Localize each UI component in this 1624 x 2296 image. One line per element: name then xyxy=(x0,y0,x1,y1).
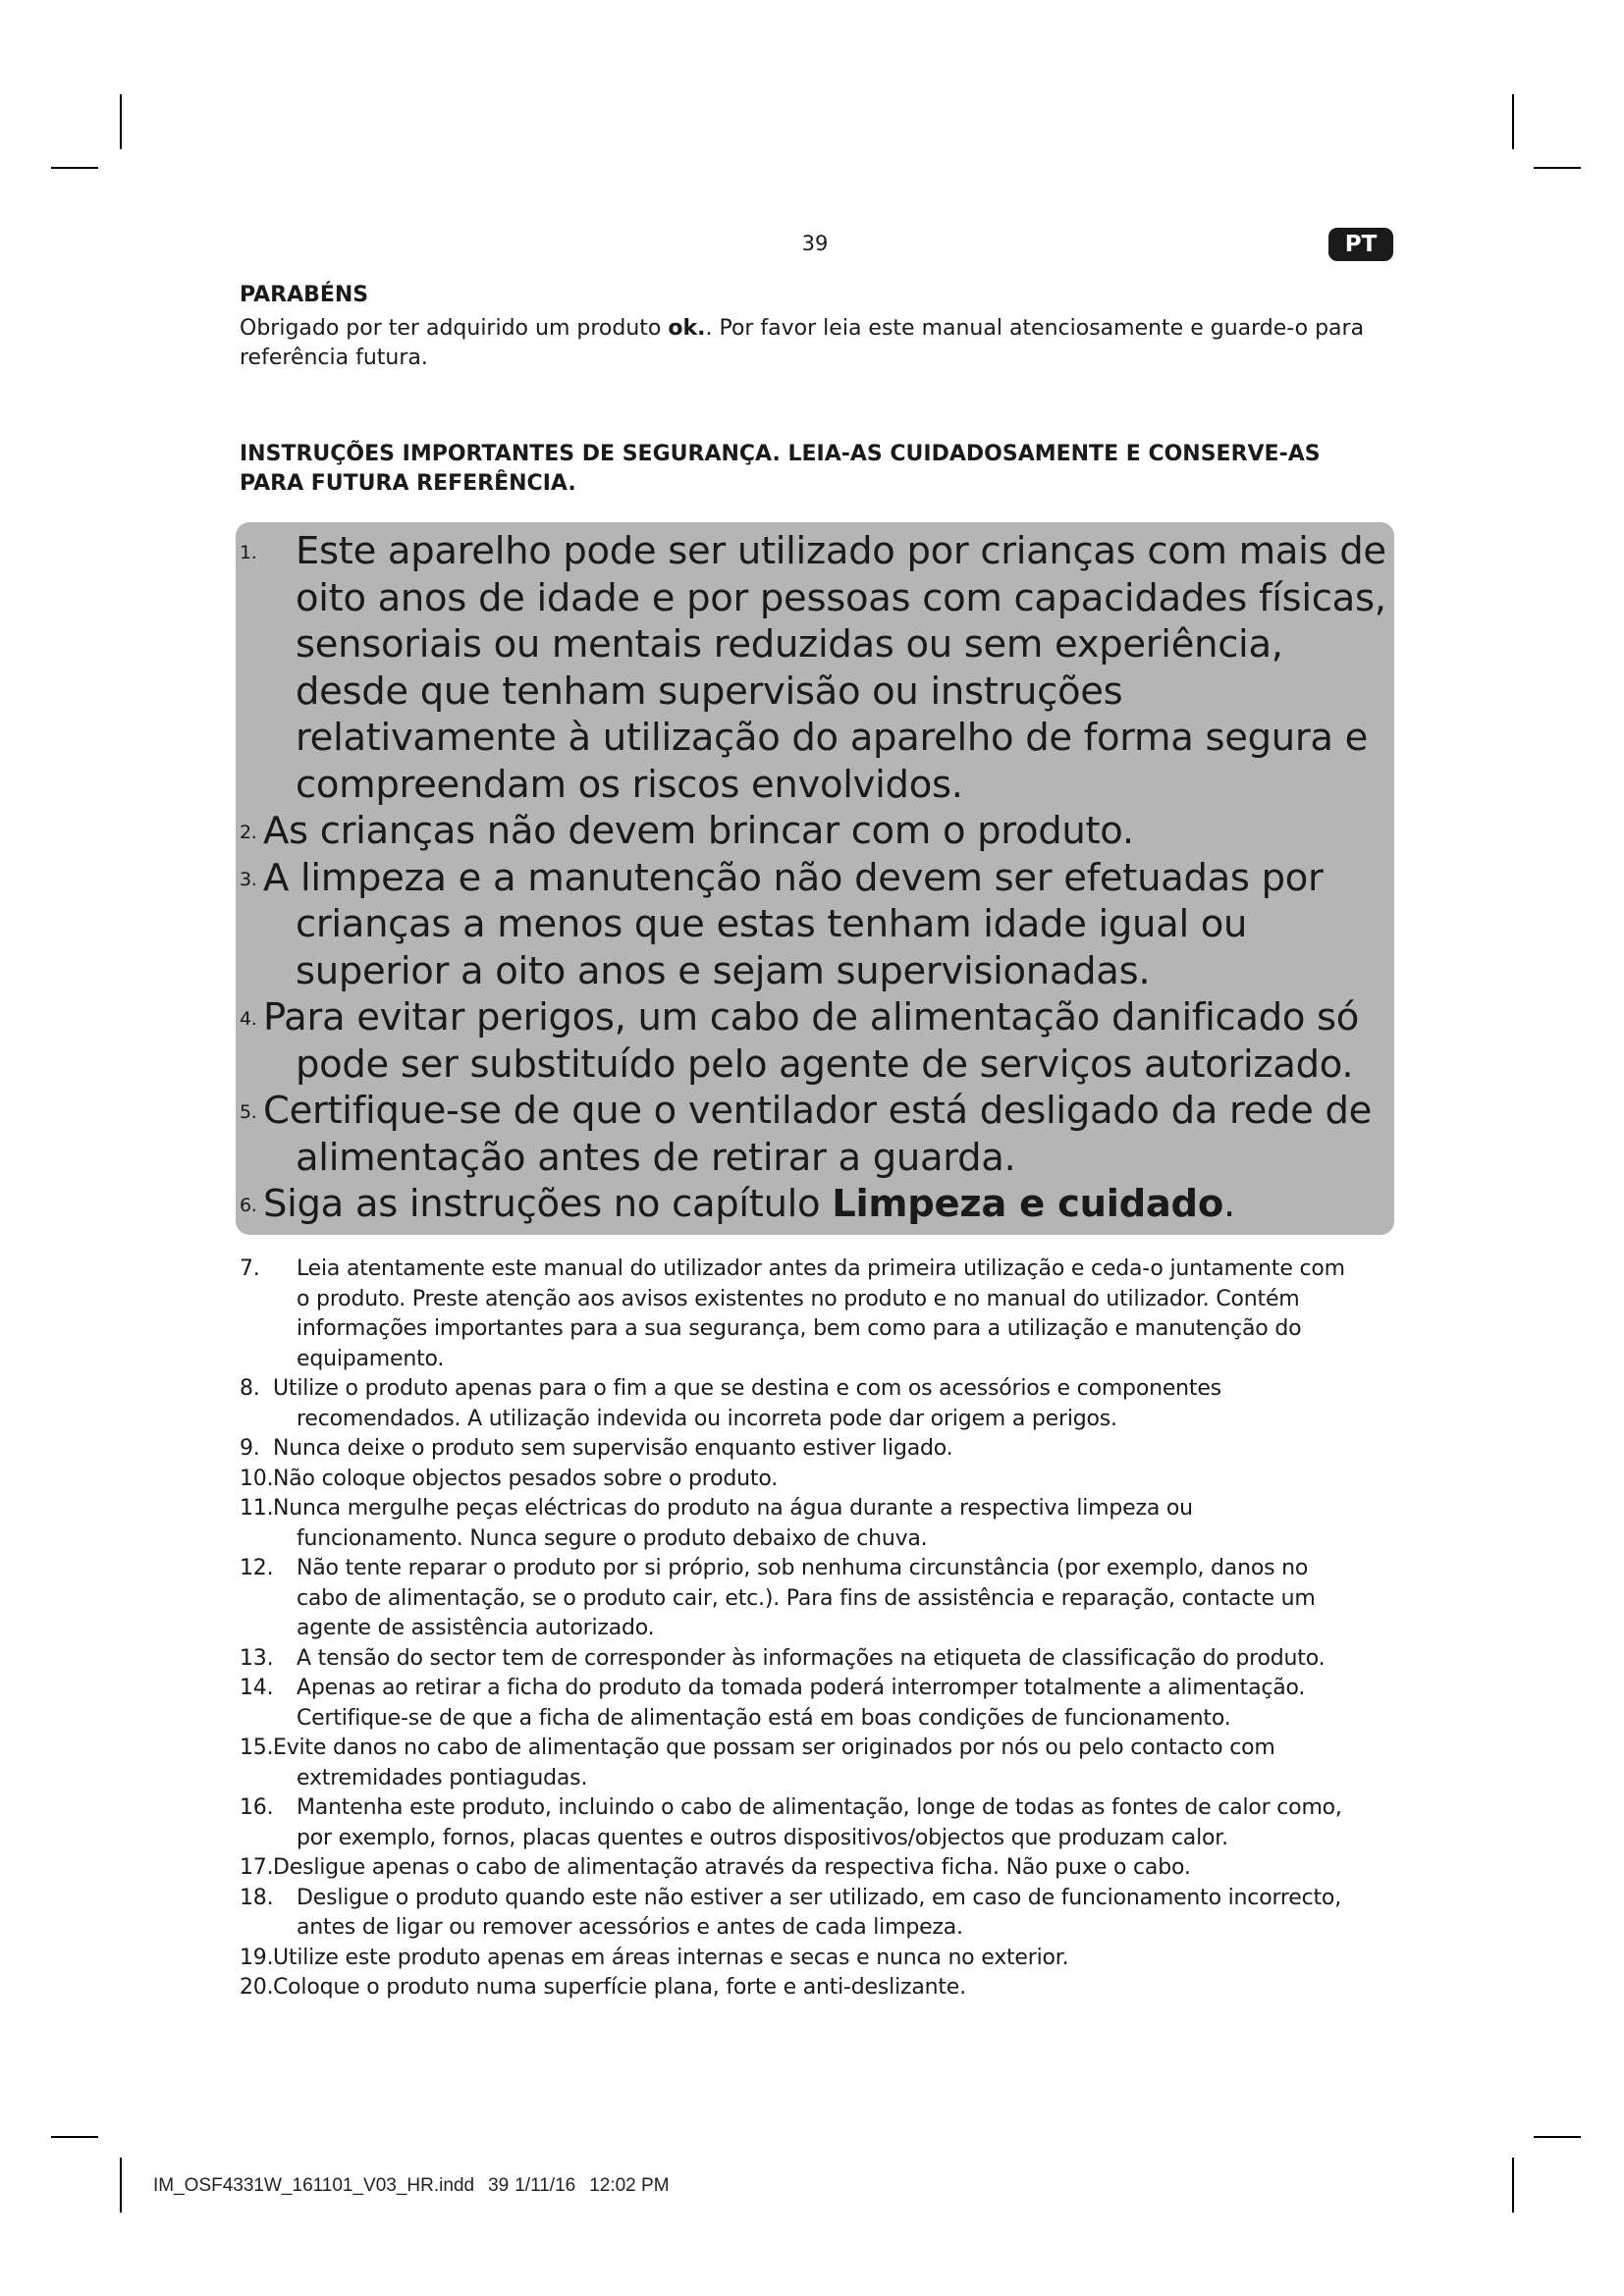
item-number: 17. xyxy=(240,1855,274,1880)
item-number: 13. xyxy=(240,1645,274,1671)
important-list xyxy=(236,528,1394,1228)
safety-item: 18. Desligue o produto quando este não estiver a ser utilizado, em caso de funcionamento incorrecto, antes de ligar ou remover acessórios e antes de cada limpeza. xyxy=(240,1885,1341,1940)
safety-item: 9. Nunca deixe o produto sem supervisão enquanto estiver ligado. xyxy=(240,1434,1394,1465)
item-number: 3. xyxy=(240,868,257,890)
page-number: 39 xyxy=(801,232,829,255)
safety-item: 14. Apenas ao retirar a ficha do produto da tomada poderá interromper totalmente a alimentação. Certifique-se de que a ficha de alimentação está em boas condições de funcionamento. xyxy=(240,1676,1306,1731)
crop-mark xyxy=(120,2158,122,2213)
safety-item: 8. Utilize o produto apenas para o fim a que se destina e com os acessórios e componentes recomendados. A utilização indevida ou incorreta pode dar origem a perigos. xyxy=(240,1376,1221,1431)
chapter-reference: Limpeza e cuidado xyxy=(832,1182,1223,1226)
safety-item: 7. Leia atentamente este manual do utilizador antes da primeira utilização e ceda-o juntamente com o produto. Preste atenção aos avisos existentes no produto e no manual do utilizador. Contém informações importantes para a sua segurança, bem como para a utilização e manutenção do equipamento. xyxy=(240,1256,1345,1371)
crop-mark xyxy=(51,2136,98,2138)
safety-item: 11. Nunca mergulhe peças eléctricas do produto na água durante a respectiva limpeza ou funcionamento. Nunca segure o produto debaixo de chuva. xyxy=(240,1496,1193,1551)
safety-item: 15. Evite danos no cabo de alimentação que possam ser originados por nós ou pelo contacto com extremidades pontiagudas. xyxy=(240,1735,1275,1790)
safety-item: 20. Coloque o produto numa superfície plana, forte e anti-deslizante. xyxy=(240,1973,1394,2003)
crop-mark xyxy=(1534,167,1581,169)
safety-item: 13. A tensão do sector tem de corresponder às informações na etiqueta de classificação do produto. xyxy=(240,1644,1394,1675)
item-number: 20. xyxy=(240,1975,274,2000)
important-item: 6. Siga as instruções no capítulo Limpeza e cuidado. xyxy=(240,1182,1235,1226)
item-number: 5. xyxy=(240,1101,257,1123)
important-item: 1. Este aparelho pode ser utilizado por crianças com mais de oito anos de idade e por pessoas com capacidades físicas, sensoriais ou mentais reduzidas ou sem experiência, desde que tenham supervisão ou instruções relativamente à utilização do aparelho de forma segura e compreendam os riscos envolvidos. xyxy=(240,529,1386,807)
general-safety-list xyxy=(240,1255,1394,2003)
important-warnings-box xyxy=(236,522,1394,1235)
brand-name: ok. xyxy=(668,316,706,341)
intro-heading: PARABÉNS xyxy=(240,283,369,307)
item-number: 8. xyxy=(240,1376,260,1401)
intro-text: Obrigado por ter adquirido um produto ok.. Por favor leia este manual atenciosamente e guarde-o para referência futura. xyxy=(240,316,1365,370)
print-footer: IM_OSF4331W_161101_V03_HR.indd 39 1/11/16 12:02 PM xyxy=(153,2175,670,2196)
item-number: 15. xyxy=(240,1735,274,1760)
item-number: 10. xyxy=(240,1466,274,1491)
important-item: 3. A limpeza e a manutenção não devem ser efetuadas por crianças a menos que estas tenham idade igual ou superior a oito anos e sejam supervisionadas. xyxy=(240,855,1324,993)
important-item: 2. As crianças não devem brincar com o produto. xyxy=(240,809,1134,853)
item-number: 7. xyxy=(240,1256,260,1281)
safety-item: 17. Desligue apenas o cabo de alimentação através da respectiva ficha. Não puxe o cabo. xyxy=(240,1853,1394,1884)
language-badge: PT xyxy=(1328,228,1393,261)
safety-item: 19. Utilize este produto apenas em áreas internas e secas e nunca no exterior. xyxy=(240,1944,1394,1974)
item-number: 2. xyxy=(240,822,257,843)
item-number: 12. xyxy=(240,1556,274,1580)
item-number: 16. xyxy=(240,1795,274,1820)
safety-heading: INSTRUÇÕES IMPORTANTES DE SEGURANÇA. LEIA-AS CUIDADOSAMENTE E CONSERVE-AS PARA FUTURA REFERÊNCIA. xyxy=(240,442,1321,496)
item-number: 9. xyxy=(240,1436,260,1461)
crop-mark xyxy=(1512,2158,1514,2213)
item-number: 1. xyxy=(240,542,257,563)
item-number: 11. xyxy=(240,1496,274,1521)
crop-mark xyxy=(120,94,122,149)
important-item: 4. Para evitar perigos, um cabo de alimentação danificado só pode ser substituído pelo agente de serviços autorizado. xyxy=(240,995,1360,1087)
safety-item: 10. Não coloque objectos pesados sobre o produto. xyxy=(240,1465,1394,1495)
item-number: 14. xyxy=(240,1676,274,1700)
safety-item: 16. Mantenha este produto, incluindo o cabo de alimentação, longe de todas as fontes de calor como, por exemplo, fornos, placas quentes e outros dispositivos/objectos que produzam calor. xyxy=(240,1795,1342,1850)
item-number: 18. xyxy=(240,1885,274,1910)
crop-mark xyxy=(1534,2136,1581,2138)
crop-mark xyxy=(51,167,98,169)
item-number: 6. xyxy=(240,1195,257,1216)
important-item: 5. Certifique-se de que o ventilador está desligado da rede de alimentação antes de retirar a guarda. xyxy=(240,1089,1373,1180)
item-number: 4. xyxy=(240,1008,257,1030)
safety-item: 12. Não tente reparar o produto por si próprio, sob nenhuma circunstância (por exemplo, danos no cabo de alimentação, se o produto cair, etc.). Para fins de assistência e reparação, contacte um agente de assistência autorizado. xyxy=(240,1556,1316,1640)
item-number: 19. xyxy=(240,1945,274,1970)
crop-mark xyxy=(1512,94,1514,149)
